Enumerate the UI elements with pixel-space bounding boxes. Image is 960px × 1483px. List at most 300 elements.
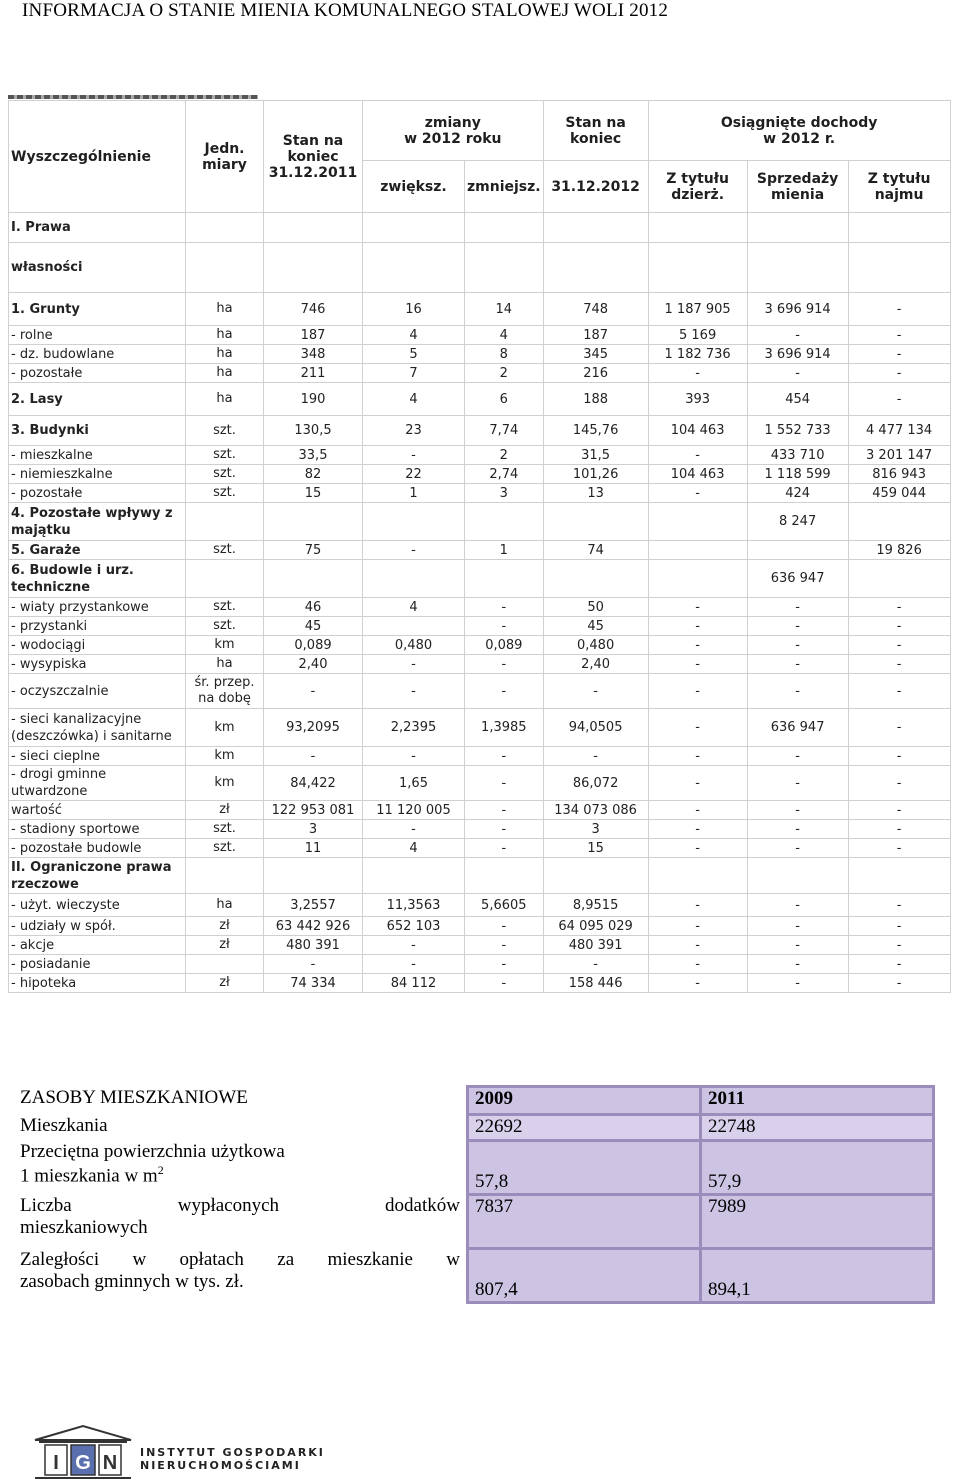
row-label: 1. Grunty [9, 293, 186, 326]
row-value: 2,2395 [363, 709, 465, 747]
table-row [9, 617, 951, 636]
row-value [264, 213, 363, 243]
row-value: - [747, 839, 848, 858]
row-label: I. Prawa [9, 213, 186, 243]
row-unit: szt. [186, 617, 264, 636]
row-value: - [747, 636, 848, 655]
row-value: - [747, 974, 848, 993]
row-value [264, 858, 363, 894]
table-row [9, 655, 951, 674]
row-value: - [848, 917, 950, 936]
table-row [9, 383, 951, 416]
row-value: 1 182 736 [648, 345, 747, 364]
row-label: 6. Budowle i urz. techniczne [9, 560, 186, 598]
row-value [543, 243, 648, 293]
row-unit: szt. [186, 541, 264, 560]
header-zwieksz: zwiększ. [363, 161, 465, 213]
row-value: 74 334 [264, 974, 363, 993]
row-value: 4 [363, 383, 465, 416]
row-value: - [848, 617, 950, 636]
row-value: - [747, 598, 848, 617]
row-label: - wysypiska [9, 655, 186, 674]
row-unit: ha [186, 894, 264, 917]
row-value: 746 [264, 293, 363, 326]
row-value: 22 [363, 465, 465, 484]
row-value: - [747, 766, 848, 801]
table-row [9, 484, 951, 503]
row-value: - [848, 955, 950, 974]
row-value: 74 [543, 541, 648, 560]
table-row [9, 858, 951, 894]
row-label: - hipoteka [9, 974, 186, 993]
row-value: - [465, 820, 544, 839]
header-stan-na-koniec: Stan na koniec [543, 101, 648, 161]
header-sprzedazy-mienia: Sprzedaży mienia [747, 161, 848, 213]
row-value [848, 243, 950, 293]
row-value: 2 [465, 364, 544, 383]
zasoby-row-value-2009: 7837 [468, 1195, 701, 1249]
row-label: - rolne [9, 326, 186, 345]
row-label: - dz. budowlane [9, 345, 186, 364]
row-value: - [747, 747, 848, 766]
row-value: - [747, 820, 848, 839]
header-date-2012: 31.12.2012 [543, 161, 648, 213]
row-label: - użyt. wieczyste [9, 894, 186, 917]
row-value: - [648, 674, 747, 709]
row-label: - drogi gminne utwardzone [9, 766, 186, 801]
zasoby-row-value-2011: 22748 [701, 1115, 934, 1141]
row-unit: zł [186, 936, 264, 955]
row-value: 816 943 [848, 465, 950, 484]
row-value: 480 391 [264, 936, 363, 955]
row-label: - mieszkalne [9, 446, 186, 465]
row-label: - sieci cieplne [9, 747, 186, 766]
table-row [9, 293, 951, 326]
zasoby-mieszkaniowe-table [14, 1085, 935, 1304]
row-value [465, 213, 544, 243]
row-value: - [363, 655, 465, 674]
row-value: 433 710 [747, 446, 848, 465]
row-unit [186, 503, 264, 541]
row-value [465, 243, 544, 293]
row-label: wartość [9, 801, 186, 820]
row-value [363, 560, 465, 598]
row-value: 8 247 [747, 503, 848, 541]
row-value: - [648, 917, 747, 936]
row-value: - [648, 936, 747, 955]
row-value: - [848, 655, 950, 674]
row-label: II. Ograniczone prawa rzeczowe [9, 858, 186, 894]
document-title: INFORMACJA O STANIE MIENIA KOMUNALNEGO STALOWEJ WOLI 2012 [22, 0, 669, 21]
row-value: 104 463 [648, 416, 747, 446]
row-value: 187 [543, 326, 648, 345]
row-value: - [363, 820, 465, 839]
row-value: - [848, 598, 950, 617]
row-value: - [648, 364, 747, 383]
row-value: - [848, 747, 950, 766]
row-unit: zł [186, 917, 264, 936]
row-value: 46 [264, 598, 363, 617]
row-unit: km [186, 636, 264, 655]
row-label: własności [9, 243, 186, 293]
table-row [9, 213, 951, 243]
row-value: 45 [264, 617, 363, 636]
zasoby-row-label: Liczba wypłaconych dodatków mieszkaniowych [14, 1195, 468, 1249]
row-unit: śr. przep. na dobę [186, 674, 264, 709]
row-value: - [648, 598, 747, 617]
row-value [363, 243, 465, 293]
row-label: - pozostałe [9, 484, 186, 503]
row-value: - [648, 484, 747, 503]
row-value: 2,40 [543, 655, 648, 674]
row-value: - [465, 917, 544, 936]
zasoby-header-2009: 2009 [468, 1087, 701, 1115]
table-row [9, 243, 951, 293]
row-value: 7 [363, 364, 465, 383]
row-label: - sieci kanalizacyjne (deszczówka) i sanitarne [9, 709, 186, 747]
row-value: 31,5 [543, 446, 648, 465]
row-value: - [648, 974, 747, 993]
row-unit: szt. [186, 484, 264, 503]
row-value: 4 [363, 598, 465, 617]
row-value: 5 [363, 345, 465, 364]
table-row [9, 598, 951, 617]
row-label: 2. Lasy [9, 383, 186, 416]
row-value: - [848, 293, 950, 326]
row-value: - [648, 655, 747, 674]
row-value: 11 [264, 839, 363, 858]
row-value: 6 [465, 383, 544, 416]
row-value: - [848, 345, 950, 364]
row-value: - [465, 936, 544, 955]
row-value [465, 503, 544, 541]
row-value [363, 503, 465, 541]
table-row [9, 766, 951, 801]
row-unit: ha [186, 345, 264, 364]
row-value: - [543, 747, 648, 766]
row-value [465, 560, 544, 598]
row-label: - stadiony sportowe [9, 820, 186, 839]
row-value [747, 243, 848, 293]
row-value: 0,089 [465, 636, 544, 655]
zasoby-row-value-2009: 57,8 [468, 1141, 701, 1195]
table-row [9, 541, 951, 560]
row-value [648, 213, 747, 243]
row-value: - [465, 747, 544, 766]
row-value: - [363, 936, 465, 955]
row-value: 15 [543, 839, 648, 858]
row-label: - wiaty przystankowe [9, 598, 186, 617]
row-value: 104 463 [648, 465, 747, 484]
row-value: 636 947 [747, 560, 848, 598]
row-value: 158 446 [543, 974, 648, 993]
property-table-scan [4, 92, 955, 991]
row-value: - [363, 446, 465, 465]
row-value: 216 [543, 364, 648, 383]
row-value [648, 503, 747, 541]
header-osiagniete-dochody: Osiągnięte dochody w 2012 r. [648, 101, 950, 161]
row-value: - [848, 936, 950, 955]
header-wyszczegolnienie: Wyszczególnienie [9, 101, 186, 213]
row-value: - [747, 674, 848, 709]
row-value [543, 213, 648, 243]
row-value: - [363, 955, 465, 974]
row-value: 84 112 [363, 974, 465, 993]
header-z-tytulu-dzierz: Z tytułu dzierż. [648, 161, 747, 213]
row-label: - udziały w spół. [9, 917, 186, 936]
row-value [848, 503, 950, 541]
row-value: 8,9515 [543, 894, 648, 917]
row-value [747, 858, 848, 894]
row-value [848, 560, 950, 598]
table-row [9, 465, 951, 484]
row-value [363, 858, 465, 894]
row-unit: zł [186, 801, 264, 820]
row-value: 187 [264, 326, 363, 345]
row-value: 145,76 [543, 416, 648, 446]
row-value: 2,40 [264, 655, 363, 674]
footer-institute-name: INSTYTUT GOSPODARKI NIERUCHOMOŚCIAMI [140, 1446, 325, 1472]
row-value: 3 696 914 [747, 293, 848, 326]
row-unit: szt. [186, 839, 264, 858]
row-value: - [465, 801, 544, 820]
row-value: - [465, 955, 544, 974]
row-value [848, 213, 950, 243]
row-unit: szt. [186, 465, 264, 484]
row-value: - [848, 383, 950, 416]
zasoby-row-value-2011: 894,1 [701, 1249, 934, 1303]
row-value: 4 [465, 326, 544, 345]
row-label: 4. Pozostałe wpływy z majątku [9, 503, 186, 541]
row-value: - [465, 655, 544, 674]
row-value [747, 541, 848, 560]
table-row [9, 560, 951, 598]
row-value: - [747, 955, 848, 974]
row-value: 1,65 [363, 766, 465, 801]
row-unit: ha [186, 326, 264, 345]
row-label: - pozostałe [9, 364, 186, 383]
row-value: 63 442 926 [264, 917, 363, 936]
table-row [9, 326, 951, 345]
row-value: 0,480 [363, 636, 465, 655]
row-unit [186, 858, 264, 894]
row-value: - [648, 839, 747, 858]
scan-cropped-header-line [8, 95, 258, 99]
row-value: 19 826 [848, 541, 950, 560]
row-value: 84,422 [264, 766, 363, 801]
table-row [9, 747, 951, 766]
row-value [747, 213, 848, 243]
row-value: - [363, 747, 465, 766]
row-value [648, 541, 747, 560]
row-value: - [465, 598, 544, 617]
row-unit: szt. [186, 416, 264, 446]
table-row [9, 820, 951, 839]
row-value: 3 696 914 [747, 345, 848, 364]
row-value: - [363, 674, 465, 709]
row-value: 33,5 [264, 446, 363, 465]
row-label: 3. Budynki [9, 416, 186, 446]
row-value: - [747, 936, 848, 955]
row-unit: km [186, 766, 264, 801]
row-value: - [848, 839, 950, 858]
row-value: 4 [363, 839, 465, 858]
row-value: - [747, 917, 848, 936]
row-value: 211 [264, 364, 363, 383]
row-value [648, 243, 747, 293]
row-value: 122 953 081 [264, 801, 363, 820]
row-unit: zł [186, 974, 264, 993]
row-value: 2 [465, 446, 544, 465]
row-value: 1 [363, 484, 465, 503]
header-zmniejsz: zmniejsz. [465, 161, 544, 213]
row-value: 0,480 [543, 636, 648, 655]
row-value: 15 [264, 484, 363, 503]
row-value: - [648, 766, 747, 801]
zasoby-header-2011: 2011 [701, 1087, 934, 1115]
row-value: - [648, 955, 747, 974]
zasoby-row-value-2009: 807,4 [468, 1249, 701, 1303]
row-value: - [848, 974, 950, 993]
row-value: 130,5 [264, 416, 363, 446]
row-unit: szt. [186, 820, 264, 839]
row-value [648, 858, 747, 894]
row-value: - [543, 955, 648, 974]
row-value: 23 [363, 416, 465, 446]
row-value: - [848, 709, 950, 747]
row-value [465, 858, 544, 894]
table-row [9, 894, 951, 917]
row-value: 636 947 [747, 709, 848, 747]
row-label: - pozostałe budowle [9, 839, 186, 858]
row-value: - [848, 326, 950, 345]
table-row [9, 936, 951, 955]
row-value: 134 073 086 [543, 801, 648, 820]
row-value: - [648, 709, 747, 747]
row-value: 652 103 [363, 917, 465, 936]
row-value: - [543, 674, 648, 709]
row-value: 1 [465, 541, 544, 560]
row-value: 1 552 733 [747, 416, 848, 446]
row-value: 75 [264, 541, 363, 560]
row-value [648, 560, 747, 598]
row-value: 45 [543, 617, 648, 636]
row-value: - [465, 674, 544, 709]
header-zmiany: zmiany w 2012 roku [363, 101, 544, 161]
table-row [9, 801, 951, 820]
table-row [9, 446, 951, 465]
row-value: 16 [363, 293, 465, 326]
table-row [9, 364, 951, 383]
row-label: - przystanki [9, 617, 186, 636]
row-value: 86,072 [543, 766, 648, 801]
row-value: 5 169 [648, 326, 747, 345]
row-label: - niemieszkalne [9, 465, 186, 484]
row-value: - [848, 894, 950, 917]
row-value: 3 201 147 [848, 446, 950, 465]
table-row [9, 674, 951, 709]
table-row [9, 416, 951, 446]
table-row [9, 974, 951, 993]
table-row [9, 345, 951, 364]
row-value: - [747, 655, 848, 674]
row-unit: ha [186, 293, 264, 326]
header-jedn-miary: Jedn. miary [186, 101, 264, 213]
row-value: - [264, 674, 363, 709]
row-value: 50 [543, 598, 648, 617]
svg-text:G: G [75, 1452, 91, 1474]
row-value: 480 391 [543, 936, 648, 955]
row-value: 11,3563 [363, 894, 465, 917]
zasoby-row-label: Przeciętna powierzchnia użytkowa 1 mieszkania w $m^2$ [14, 1141, 468, 1195]
row-value: - [465, 974, 544, 993]
row-value: - [848, 674, 950, 709]
row-value: 94,0505 [543, 709, 648, 747]
row-value: 4 [363, 326, 465, 345]
row-value: - [465, 766, 544, 801]
row-value: - [648, 636, 747, 655]
table-row [9, 839, 951, 858]
row-unit [186, 213, 264, 243]
row-value: 748 [543, 293, 648, 326]
row-value: - [648, 894, 747, 917]
row-value: - [465, 839, 544, 858]
row-value: 3,2557 [264, 894, 363, 917]
svg-text:N: N [102, 1452, 118, 1474]
row-value [363, 213, 465, 243]
row-label: 5. Garaże [9, 541, 186, 560]
row-value: 3 [264, 820, 363, 839]
row-label: - akcje [9, 936, 186, 955]
row-value [264, 243, 363, 293]
row-label: - oczyszczalnie [9, 674, 186, 709]
table-row [9, 917, 951, 936]
row-value: - [747, 894, 848, 917]
row-value: 64 095 029 [543, 917, 648, 936]
row-value: 348 [264, 345, 363, 364]
row-value: 14 [465, 293, 544, 326]
header-stan-2011: Stan na koniec 31.12.2011 [264, 101, 363, 213]
row-value: - [264, 955, 363, 974]
ign-logo [33, 1424, 133, 1480]
row-value: - [747, 801, 848, 820]
row-value: 1 118 599 [747, 465, 848, 484]
row-value: 101,26 [543, 465, 648, 484]
row-unit [186, 560, 264, 598]
row-value: - [747, 617, 848, 636]
row-value: 93,2095 [264, 709, 363, 747]
row-label: - wodociągi [9, 636, 186, 655]
row-value [543, 858, 648, 894]
row-value: 2,74 [465, 465, 544, 484]
row-value: 424 [747, 484, 848, 503]
zasoby-row-label: Zaległości w opłatach za mieszkanie w zasobach gminnych w tys. zł. [14, 1249, 468, 1303]
row-value [264, 503, 363, 541]
row-unit: ha [186, 655, 264, 674]
row-unit: km [186, 709, 264, 747]
row-value: 4 477 134 [848, 416, 950, 446]
row-unit: km [186, 747, 264, 766]
row-label: - posiadanie [9, 955, 186, 974]
row-value: 459 044 [848, 484, 950, 503]
header-z-tytulu-najmu: Z tytułu najmu [848, 161, 950, 213]
row-value: - [648, 820, 747, 839]
zasoby-row-value-2011: 57,9 [701, 1141, 934, 1195]
row-unit: ha [186, 364, 264, 383]
property-table [8, 100, 951, 993]
table-row [9, 636, 951, 655]
row-value: 1,3985 [465, 709, 544, 747]
